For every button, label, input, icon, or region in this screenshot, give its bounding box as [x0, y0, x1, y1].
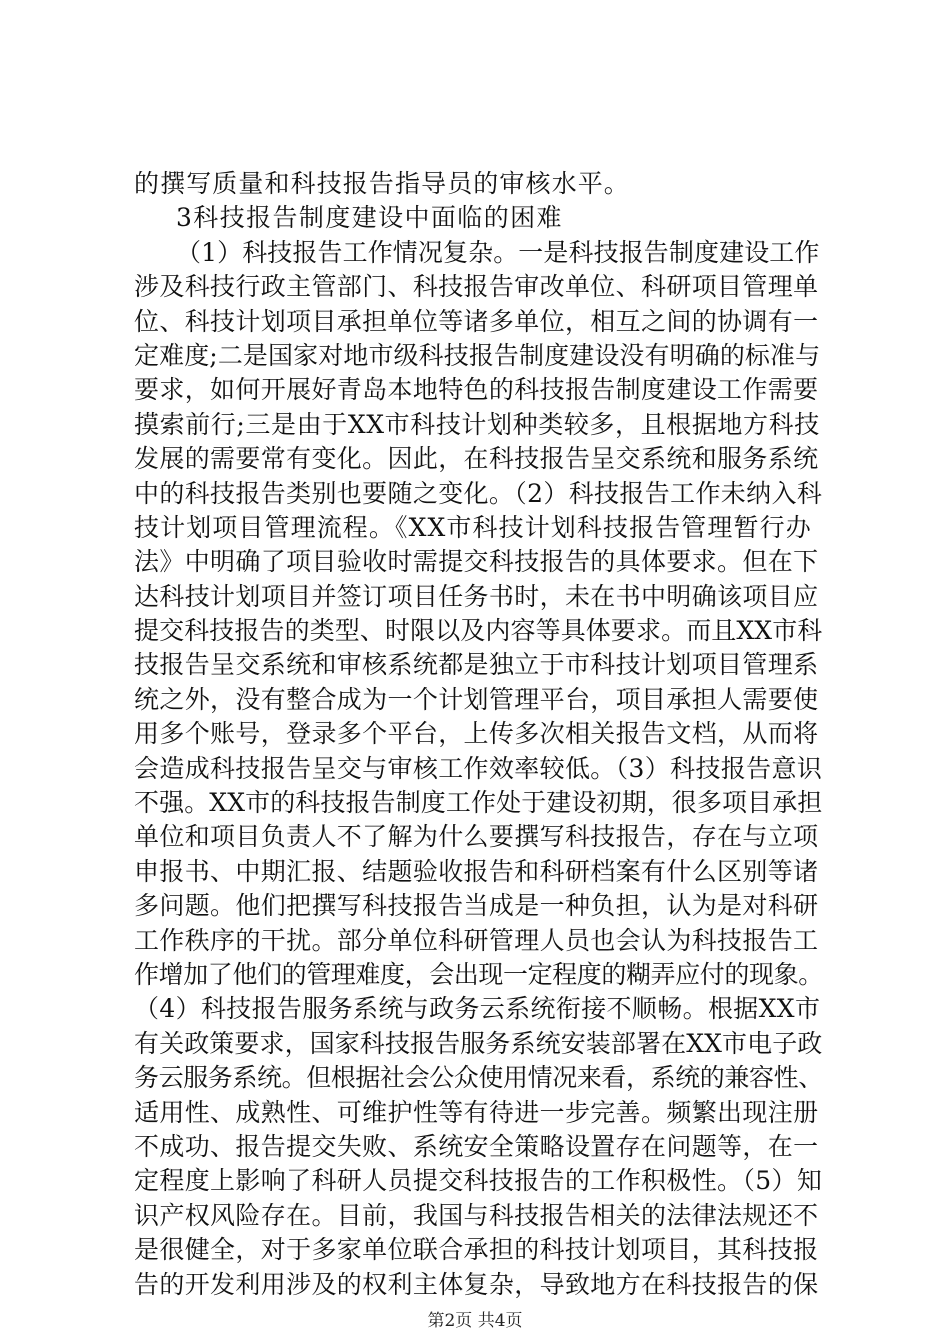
text-line: 发展的需要常有变化。因此，在科技报告呈交系统和服务系统 — [134, 444, 819, 474]
text-line: 定程度上影响了科研人员提交科技报告的工作积极性。（5）知 — [134, 1166, 823, 1196]
text-line: 不成功、报告提交失败、系统安全策略设置存在问题等，在一 — [134, 1131, 819, 1161]
section-heading: 3科技报告制度建设中面临的困难 — [176, 203, 563, 233]
text-line: 达科技计划项目并签订项目任务书时，未在书中明确该项目应 — [134, 581, 819, 611]
text-line: 识产权风险存在。目前，我国与科技报告相关的法律法规还不 — [134, 1200, 819, 1230]
body-text — [134, 167, 824, 1302]
text-line: 用多个账号，登录多个平台，上传多次相关报告文档，从而将 — [134, 719, 819, 749]
text-line: （4）科技报告服务系统与政务云系统衔接不顺畅。根据XX市 — [134, 994, 821, 1024]
text-line: 多问题。他们把撰写科技报告当成是一种负担，认为是对科研 — [134, 891, 819, 921]
text-line: 务云服务系统。但根据社会公众使用情况来看，系统的兼容性、 — [134, 1063, 823, 1093]
text-line: 申报书、中期汇报、结题验收报告和科研档案有什么区别等诸 — [134, 856, 819, 886]
text-line: 提交科技报告的类型、时限以及内容等具体要求。而且XX市科 — [134, 616, 823, 646]
text-line: 位、科技计划项目承担单位等诸多单位，相互之间的协调有一 — [134, 306, 819, 336]
text-line: 是很健全，对于多家单位联合承担的科技计划项目，其科技报 — [134, 1235, 819, 1265]
text-line: 会造成科技报告呈交与审核工作效率较低。（3）科技报告意识 — [134, 753, 823, 783]
text-line: （1）科技报告工作情况复杂。一是科技报告制度建设工作 — [176, 237, 820, 267]
text-line: 有关政策要求，国家科技报告服务系统安装部署在XX市电子政 — [134, 1028, 823, 1058]
text-line: 技报告呈交系统和审核系统都是独立于市科技计划项目管理系 — [134, 650, 819, 680]
text-line: 不强。XX市的科技报告制度工作处于建设初期，很多项目承担 — [134, 788, 823, 818]
text-line: 技计划项目管理流程。《XX市科技计划科技报告管理暂行办 — [134, 512, 812, 542]
page-number-footer: 第2页 共4页 — [427, 1311, 523, 1331]
text-line: 摸索前行;三是由于XX市科技计划种类较多，且根据地方科技 — [134, 409, 820, 439]
text-line: 定难度;二是国家对地市级科技报告制度建设没有明确的标准与 — [134, 340, 821, 370]
text-line: 工作秩序的干扰。部分单位科研管理人员也会认为科技报告工 — [134, 925, 819, 955]
text-line: 要求，如何开展好青岛本地特色的科技报告制度建设工作需要 — [134, 375, 819, 405]
text-line: 涉及科技行政主管部门、科技报告审改单位、科研项目管理单 — [134, 272, 819, 302]
text-line: 单位和项目负责人不了解为什么要撰写科技报告，存在与立项 — [134, 822, 819, 852]
text-line: 作增加了他们的管理难度，会出现一定程度的糊弄应付的现象。 — [134, 959, 823, 989]
text-line: 告的开发利用涉及的权利主体复杂，导致地方在科技报告的保 — [134, 1269, 819, 1299]
text-line: 适用性、成熟性、可维护性等有待进一步完善。频繁出现注册 — [134, 1097, 819, 1127]
text-line: 统之外，没有整合成为一个计划管理平台，项目承担人需要使 — [134, 684, 819, 714]
text-line: 法》中明确了项目验收时需提交科技报告的具体要求。但在下 — [134, 547, 819, 577]
text-line: 中的科技报告类别也要随之变化。（2）科技报告工作未纳入科 — [134, 478, 823, 508]
text-line: 的撰写质量和科技报告指导员的审核水平。 — [134, 169, 630, 198]
